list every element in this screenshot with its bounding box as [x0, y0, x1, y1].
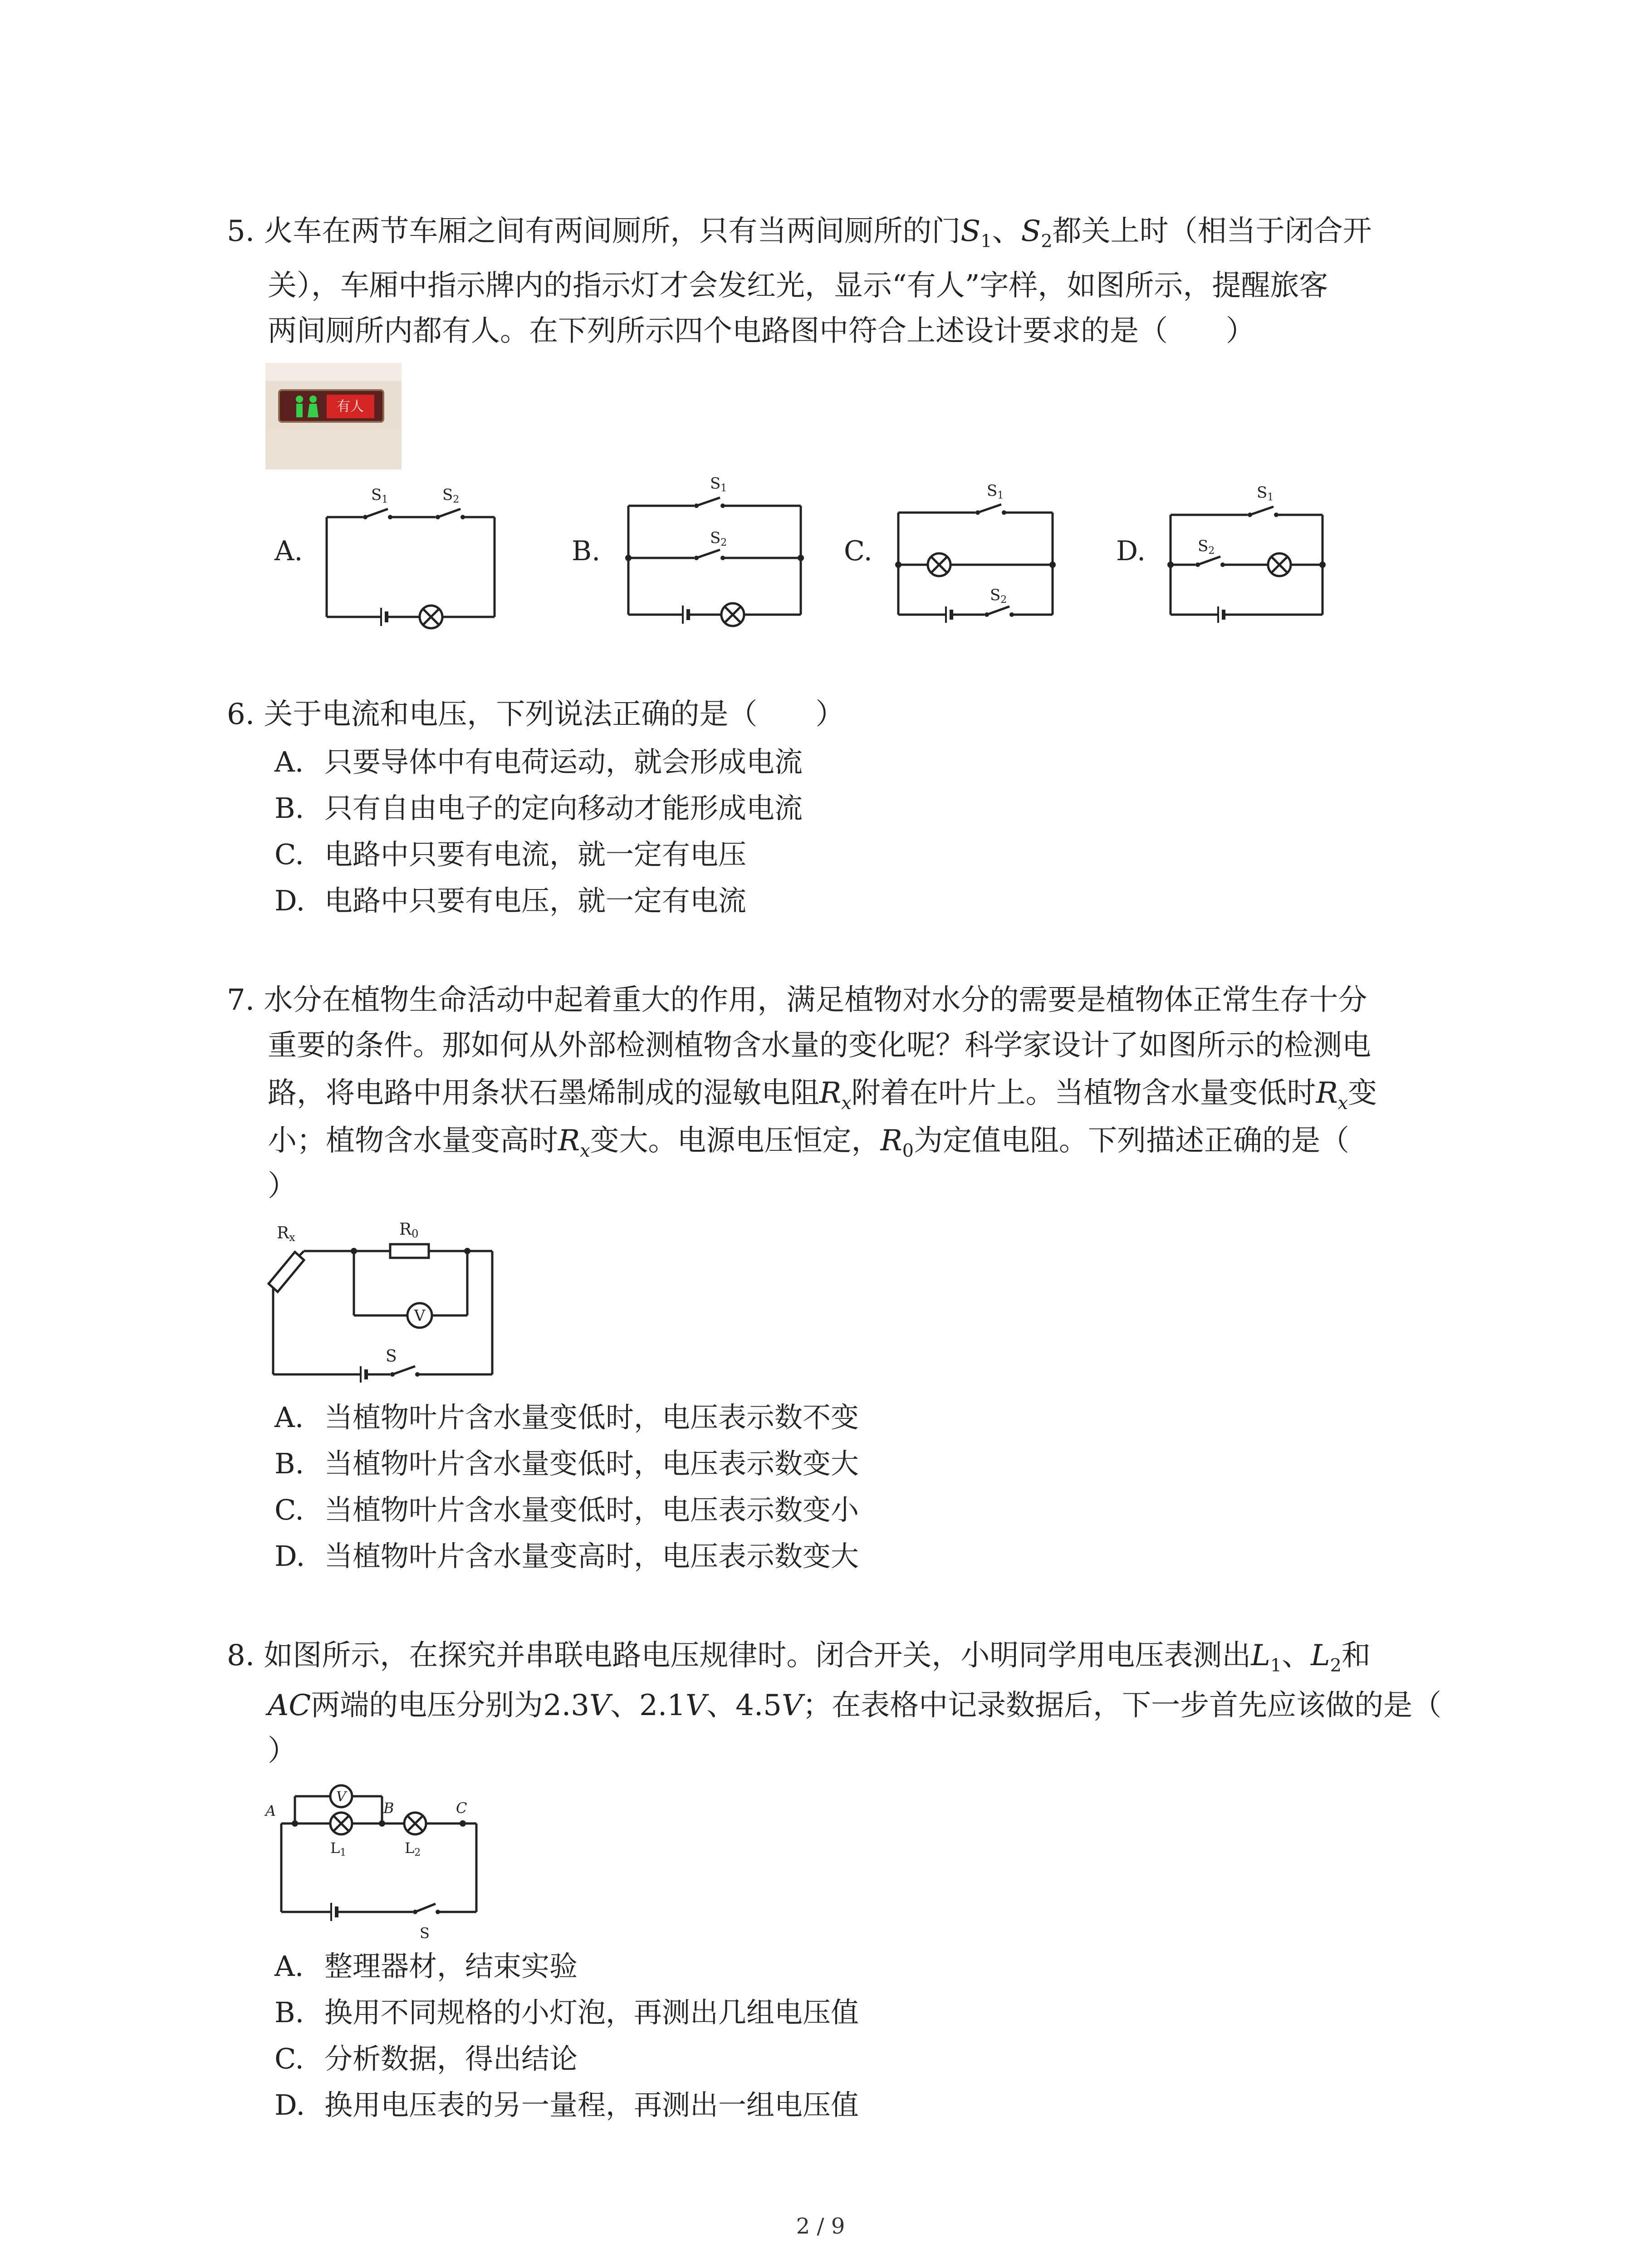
q5-option-d-label[interactable]: D.	[1116, 535, 1146, 567]
svg-text:S1: S1	[1257, 484, 1274, 503]
q5-option-a-label[interactable]: A.	[274, 535, 303, 567]
circuit-diagram-c	[889, 483, 1071, 633]
circuit-diagram-a	[318, 481, 508, 631]
q6-option-c[interactable]: C. 电路中只要有电流，就一定有电压	[274, 838, 747, 871]
q7-line-3: 路，将电路中用条状石墨烯制成的湿敏电阻$R_x$附着在叶片上。当植物含水量变低时$R_x$变	[268, 1076, 1377, 1114]
q7-line-5: ）	[268, 1169, 297, 1203]
svg-text:S: S	[420, 1925, 430, 1942]
q8-option-d[interactable]: D. 换用电压表的另一量程，再测出一组电压值	[274, 2088, 859, 2121]
q7-line-2: 重要的条件。那如何从外部检测植物含水量的变化呢？科学家设计了如图所示的检测电	[268, 1029, 1371, 1062]
svg-text:S1: S1	[710, 474, 727, 494]
q6-stem: 6. 关于电流和电压，下列说法正确的是（ ）	[227, 698, 845, 731]
q7-line-4: 小；植物含水量变高时$R_x$变大。电源电压恒定，$R_0$为定值电阻。下列描述正确的是（	[268, 1124, 1349, 1161]
q8-option-b[interactable]: B. 换用不同规格的小灯泡，再测出几组电压值	[274, 1996, 859, 2029]
svg-text:B: B	[383, 1799, 394, 1817]
q7-option-a[interactable]: A. 当植物叶片含水量变低时，电压表示数不变	[274, 1401, 859, 1434]
svg-text:A: A	[265, 1802, 276, 1819]
q8-option-a[interactable]: A. 整理器材，结束实验	[274, 1950, 578, 1983]
circuit-diagram-d	[1161, 483, 1343, 619]
q8-option-c[interactable]: C. 分析数据，得出结论	[274, 2042, 578, 2075]
svg-text:S: S	[386, 1347, 397, 1366]
humidity-resistor-rx	[269, 1252, 304, 1292]
q5-number: 5.	[227, 215, 255, 248]
q7-option-c[interactable]: C. 当植物叶片含水量变低时，电压表示数变小	[274, 1493, 859, 1526]
q6-number: 6.	[227, 698, 255, 731]
svg-text:S1: S1	[987, 482, 1004, 501]
svg-text:V: V	[336, 1789, 346, 1805]
q8-number: 8.	[227, 1639, 255, 1672]
q8-circuit-diagram	[263, 1780, 499, 1948]
q6-option-a[interactable]: A. 只要导体中有电荷运动，就会形成电流	[274, 745, 803, 778]
svg-text:L1: L1	[330, 1839, 347, 1858]
q8-line-3: ）	[268, 1734, 297, 1768]
svg-text:S2: S2	[442, 486, 460, 505]
q7-option-d[interactable]: D. 当植物叶片含水量变高时，电压表示数变大	[274, 1540, 859, 1573]
q5-line-1: 5. 火车在两节车厢之间有两间厕所，只有当两间厕所的门$S_1$、$S_2$都关上时（相当于闭合开	[227, 215, 1372, 252]
resistor-r0	[390, 1244, 429, 1258]
q6-option-b[interactable]: B. 只有自由电子的定向移动才能形成电流	[274, 792, 803, 825]
woman-icon	[309, 396, 317, 403]
q5-option-b-label[interactable]: B.	[572, 535, 601, 567]
svg-text:C: C	[456, 1799, 467, 1817]
q7-option-b[interactable]: B. 当植物叶片含水量变低时，电压表示数变大	[274, 1447, 859, 1480]
q5-line-3: 两间厕所内都有人。在下列所示四个电路图中符合上述设计要求的是（ ）	[268, 314, 1255, 348]
q5-option-c-label[interactable]: C.	[844, 535, 872, 567]
q5-line-2: 关），车厢中指示牌内的指示灯才会发红光，显示“有人”字样，如图所示，提醒旅客	[268, 269, 1328, 303]
svg-text:S2: S2	[710, 529, 727, 548]
q8-line-1: 8. 如图所示，在探究并串联电路电压规律时。闭合开关，小明同学用电压表测出$L_1$、$L_2$和	[227, 1639, 1371, 1676]
svg-text:S1: S1	[371, 486, 388, 505]
q6-option-d[interactable]: D. 电路中只要有电压，就一定有电流	[274, 884, 747, 917]
page-number: 2 / 9	[796, 2214, 845, 2239]
q7-number: 7.	[227, 983, 255, 1017]
q7-line-1: 7. 水分在植物生命活动中起着重大的作用，满足植物对水分的需要是植物体正常生存十分	[227, 983, 1367, 1017]
q8-line-2: AC两端的电压分别为2.3V、2.1V、4.5V；在表格中记录数据后，下一步首先应该做的是（	[268, 1689, 1442, 1722]
q7-circuit-diagram	[263, 1220, 508, 1393]
svg-text:S2: S2	[990, 586, 1007, 606]
circuit-diagram-b	[619, 474, 810, 633]
svg-text:L2: L2	[405, 1839, 421, 1858]
man-icon	[296, 396, 303, 403]
svg-text:R0: R0	[399, 1220, 419, 1240]
svg-text:S2: S2	[1198, 537, 1215, 557]
sign-text: 有人	[337, 399, 364, 415]
svg-text:Rx: Rx	[277, 1224, 295, 1244]
toilet-occupied-sign-photo	[265, 363, 402, 469]
svg-text:V: V	[414, 1307, 426, 1325]
